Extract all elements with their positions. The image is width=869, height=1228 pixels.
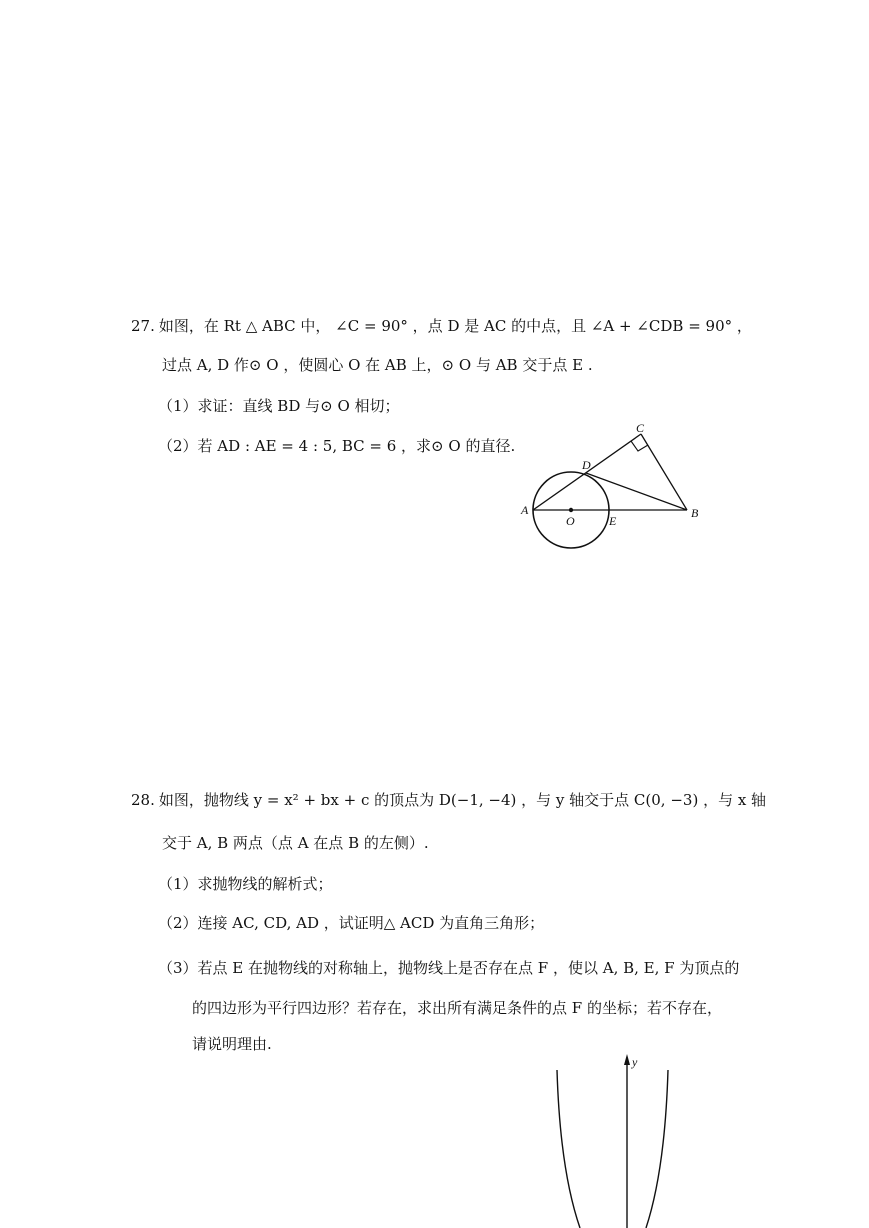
q28-part-3-line-1: （3）若点 E 在抛物线的对称轴上，抛物线上是否存在点 F ，使以 A, B, E, F 为顶点的 (158, 959, 740, 977)
q27-part-2: （2）若 AD : AE = 4 : 5, BC = 6 ，求⊙ O 的直径. (158, 437, 516, 455)
q28-number: 28. (131, 791, 155, 809)
label-a: A (521, 503, 529, 517)
q28-part-3-line-3: 请说明理由. (192, 1035, 272, 1053)
q27-line-1 (131, 316, 752, 336)
q27-stem-2: 过点 A, D 作⊙ O ，使圆心 O 在 AB 上，⊙ O 与 AB 交于点 E . (162, 356, 593, 374)
y-axis-label: y (632, 1055, 638, 1069)
label-b: B (691, 506, 699, 520)
q27-number: 27. (131, 317, 155, 335)
parabola-right-branch (646, 1070, 668, 1228)
q28-part-2: （2）连接 AC, CD, AD ，试证明△ ACD 为直角三角形； (158, 914, 545, 932)
segment-db (586, 473, 687, 510)
q28-stem-2: 交于 A, B 两点（点 A 在点 B 的左侧）. (162, 834, 429, 852)
label-e: E (609, 514, 617, 528)
q28-part-1: （1）求抛物线的解析式； (158, 875, 333, 893)
q28-stem-1: 如图，抛物线 y = x² + bx + c 的顶点为 D(−1, −4) ，与 y 轴交于点 C(0, −3) ，与 x 轴 (158, 791, 767, 809)
label-c: C (636, 421, 645, 435)
q28-line-1 (131, 790, 766, 810)
point-o (569, 508, 573, 512)
y-axis-arrow (624, 1054, 630, 1065)
label-o: O (566, 514, 575, 528)
q27-geometry-figure (510, 418, 710, 558)
q28-part-3-line-2: 的四边形为平行四边形？若存在，求出所有满足条件的点 F 的坐标；若不存在， (192, 999, 722, 1017)
segment-ac (533, 434, 641, 510)
label-d: D (582, 458, 591, 472)
parabola-left-branch (557, 1070, 580, 1228)
q28-parabola-figure (540, 1050, 690, 1228)
q27-stem-1: 如图，在 Rt △ ABC 中， ∠C = 90° ，点 D 是 AC 的中点，且 ∠A + ∠CDB = 90° ， (158, 317, 752, 335)
q27-part-1: （1）求证：直线 BD 与⊙ O 相切； (158, 397, 400, 415)
